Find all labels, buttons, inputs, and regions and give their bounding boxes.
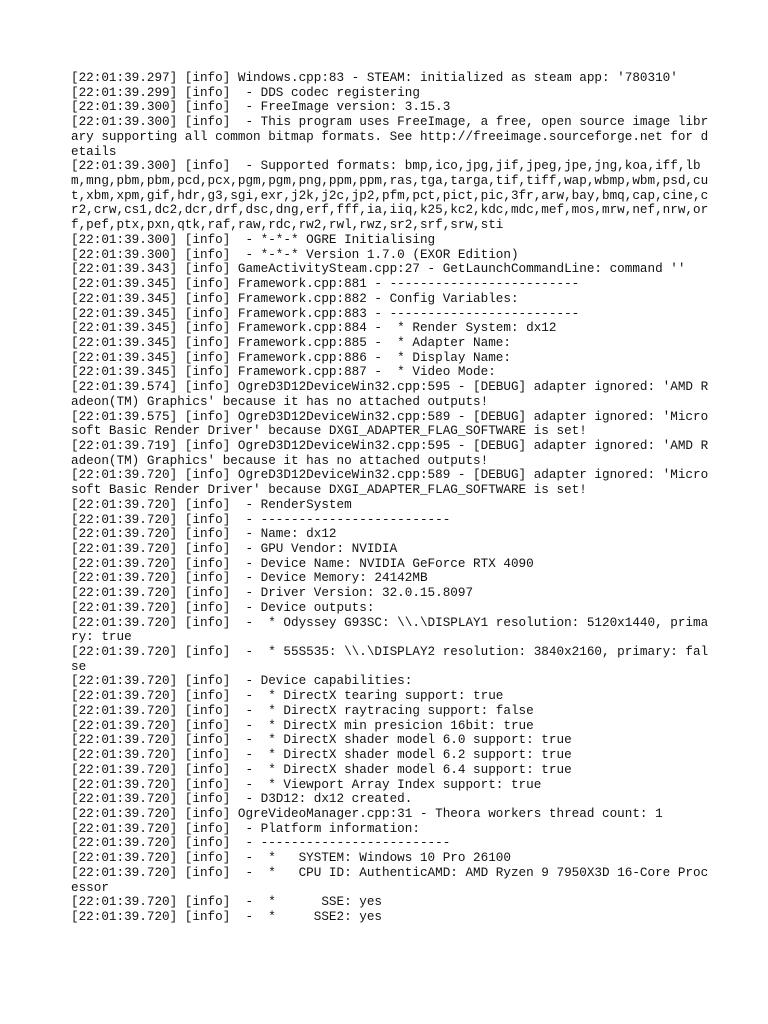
log-line: [22:01:39.300] [info] - This program uses FreeImage, a free, open source image library supporting all common bitmap formats. See http://freeimage.sourceforge.net for details: [71, 114, 709, 159]
log-text-body: [71, 71, 711, 925]
log-line: [22:01:39.720] [info] - Device outputs:: [71, 599, 375, 615]
log-line: [22:01:39.720] [info] - Device Memory: 24142MB: [71, 570, 428, 586]
log-line: [22:01:39.300] [info] - *-*-* OGRE Initialising: [71, 231, 436, 247]
log-line: [22:01:39.300] [info] - FreeImage version: 3.15.3: [71, 99, 451, 115]
log-line: [22:01:39.343] [info] GameActivitySteam.cpp:27 - GetLaunchCommandLine: command '': [71, 261, 686, 277]
log-line: [22:01:39.720] [info] - -------------------------: [71, 511, 451, 527]
log-line: [22:01:39.720] [info] - * SYSTEM: Windows 10 Pro 26100: [71, 850, 511, 866]
log-line: [22:01:39.345] [info] Framework.cpp:884 - * Render System: dx12: [71, 320, 557, 336]
log-line: [22:01:39.720] [info] OgreD3D12DeviceWin32.cpp:589 - [DEBUG] adapter ignored: 'Microsoft Basic Render Driver' because DXGI_ADAPTER_FLAG_SOFTWARE is set!: [71, 467, 709, 498]
log-line: [22:01:39.720] [info] - Platform information:: [71, 820, 420, 836]
log-line: [22:01:39.720] [info] - * DirectX shader model 6.2 support: true: [71, 747, 572, 763]
log-line: [22:01:39.720] [info] - Device Name: NVIDIA GeForce RTX 4090: [71, 555, 534, 571]
log-line: [22:01:39.720] [info] - * DirectX shader model 6.4 support: true: [71, 761, 572, 777]
log-line: [22:01:39.720] [info] - RenderSystem: [71, 496, 352, 512]
log-line: [22:01:39.720] [info] - * Odyssey G93SC: \\.\DISPLAY1 resolution: 5120x1440, primary: true: [71, 614, 709, 645]
log-line: [22:01:39.720] [info] - Driver Version: 32.0.15.8097: [71, 585, 474, 601]
log-line: [22:01:39.720] [info] - GPU Vendor: NVIDIA: [71, 541, 398, 556]
log-line: [22:01:39.720] [info] - * SSE: yes: [71, 894, 383, 910]
log-line: [22:01:39.299] [info] - DDS codec registering: [71, 84, 420, 100]
log-line: [22:01:39.720] [info] - * DirectX shader model 6.0 support: true: [71, 732, 572, 748]
log-line: [22:01:39.720] [info] - Name: dx12: [71, 526, 337, 542]
log-line: [22:01:39.720] [info] - D3D12: dx12 created.: [71, 791, 413, 807]
log-line: [22:01:39.574] [info] OgreD3D12DeviceWin32.cpp:595 - [DEBUG] adapter ignored: 'AMD Radeon(TM) Graphics' because it has no attached outputs!: [71, 379, 709, 409]
log-line: [22:01:39.719] [info] OgreD3D12DeviceWin32.cpp:595 - [DEBUG] adapter ignored: 'AMD Radeon(TM) Graphics' because it has no attached outputs!: [71, 437, 709, 468]
log-line: [22:01:39.720] [info] - * CPU ID: AuthenticAMD: AMD Ryzen 9 7950X3D 16-Core Processor: [71, 864, 709, 895]
log-line: [22:01:39.720] [info] - * DirectX tearing support: true: [71, 688, 504, 704]
log-line: [22:01:39.300] [info] - Supported formats: bmp,ico,jpg,jif,jpeg,jpe,jng,koa,iff,lbm,mng,pbm,pbm,pcd,pcx,pgm,pgm,png,ppm,ppm,ras,tga,targa,tif,tiff,wap,wbmp,wbm,psd,cut,xbm,xpm,gif,hdr,g3,sgi,exr,j2k,j2c,jp2,pfm,pct,pict,pic,3fr,arw,bay,bmq,cap,cine,cr2,crw,cs1,dc2,dcr,drf,dsc,dng,erf,fff,ia,iiq,k25,kc2,kdc,mdc,mef,mos,mrw,nef,nrw,orf,pef,ptx,pxn,qtk,raf,raw,rdc,rw2,rwl,rwz,sr2,srf,srw,sti: [71, 158, 709, 233]
log-line: [22:01:39.345] [info] Framework.cpp:883 - -------------------------: [71, 305, 580, 321]
log-line: [22:01:39.345] [info] Framework.cpp:887 - * Video Mode:: [71, 364, 496, 380]
log-line: [22:01:39.345] [info] Framework.cpp:881 - -------------------------: [71, 276, 580, 292]
log-line: [22:01:39.297] [info] Windows.cpp:83 - STEAM: initialized as steam app: '780310': [71, 70, 678, 85]
log-line: [22:01:39.300] [info] - *-*-* Version 1.7.0 (EXOR Edition): [71, 246, 519, 262]
log-line: [22:01:39.720] [info] - * DirectX min presicion 16bit: true: [71, 717, 534, 733]
log-line: [22:01:39.345] [info] Framework.cpp:882 - Config Variables:: [71, 290, 519, 306]
log-line: [22:01:39.720] [info] OgreVideoManager.cpp:31 - Theora workers thread count: 1: [71, 805, 663, 821]
log-line: [22:01:39.345] [info] Framework.cpp:886 - * Display Name:: [71, 349, 511, 365]
log-line: [22:01:39.345] [info] Framework.cpp:885 - * Adapter Name:: [71, 334, 511, 350]
log-line: [22:01:39.720] [info] - * DirectX raytracing support: false: [71, 702, 534, 718]
log-line: [22:01:39.720] [info] - * Viewport Array Index support: true: [71, 776, 542, 792]
log-line: [22:01:39.720] [info] - Device capabilities:: [71, 673, 413, 689]
log-line: [22:01:39.720] [info] - * SSE2: yes: [71, 908, 383, 924]
log-line: [22:01:39.575] [info] OgreD3D12DeviceWin32.cpp:589 - [DEBUG] adapter ignored: 'Microsoft Basic Render Driver' because DXGI_ADAPTER_FLAG_SOFTWARE is set!: [71, 408, 709, 439]
log-line: [22:01:39.720] [info] - * 55S535: \\.\DISPLAY2 resolution: 3840x2160, primary: false: [71, 644, 709, 674]
log-line: [22:01:39.720] [info] - -------------------------: [71, 835, 451, 851]
